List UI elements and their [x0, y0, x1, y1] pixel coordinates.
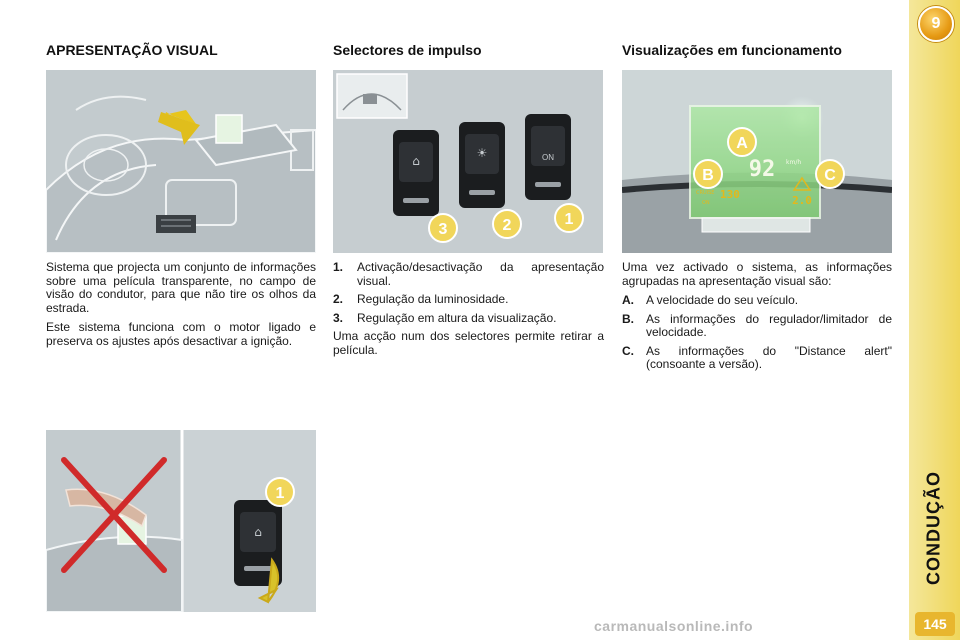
selectors-illustration: [333, 70, 603, 253]
section-title-selectors: Selectores de impulso: [333, 42, 482, 58]
section-display: [622, 40, 892, 377]
svg-text:130: 130: [720, 188, 740, 201]
chapter-title: CONDUÇÃO: [923, 471, 944, 585]
svg-text:ON: ON: [702, 200, 710, 206]
callout-b: [694, 160, 722, 188]
svg-text:2: 2: [502, 217, 512, 234]
svg-text:km/h: km/h: [786, 159, 802, 166]
callout-3: [429, 214, 457, 242]
retract-illustration: [46, 430, 316, 612]
display-intro: Uma vez activado o sistema, as informações agrupadas na apresentação visual são:: [622, 260, 892, 288]
display-list: [622, 294, 892, 372]
svg-text:92: 92: [748, 157, 776, 182]
list-item: C. As informações do "Distance alert" (consoante a versão).: [622, 343, 892, 371]
svg-text:⌂: ⌂: [412, 154, 420, 168]
svg-text:⌂: ⌂: [254, 525, 262, 539]
callout-c: [816, 160, 844, 188]
svg-text:2.0: 2.0: [792, 194, 812, 207]
section-title-display: Visualizações em funcionamento: [622, 42, 842, 58]
svg-text:ON: ON: [542, 153, 554, 162]
selectors-list: [333, 261, 604, 325]
visual-paragraph-2: Este sistema funciona com o motor ligado e preserva os ajustes após desactivar a ignição.: [46, 320, 316, 348]
watermark: carmanualsonline.info: [594, 618, 754, 634]
selector-button-1: [525, 114, 571, 200]
selectors-note: Uma acção num dos selectores permite retirar a película.: [333, 329, 604, 357]
svg-text:1: 1: [564, 211, 574, 228]
svg-text:A: A: [736, 135, 748, 152]
page-number: 145: [915, 612, 955, 636]
list-item: 3. Regulação em altura da visualização.: [333, 310, 557, 325]
callout-1: [266, 478, 294, 506]
callout-a: [728, 128, 756, 156]
svg-text:1: 1: [275, 485, 285, 502]
callout-2: [493, 210, 521, 238]
svg-text:3: 3: [438, 221, 448, 238]
section-selectors: [333, 40, 604, 357]
svg-text:C: C: [824, 167, 836, 184]
section-title-visual: APRESENTAÇÃO VISUAL: [46, 42, 218, 58]
selector-button-2: [459, 122, 505, 208]
svg-text:B: B: [702, 167, 714, 184]
dashboard-illustration: [46, 70, 316, 253]
list-item: A. A velocidade do seu veículo.: [622, 293, 799, 307]
list-item: 2. Regulação da luminosidade.: [333, 292, 509, 306]
svg-text:☀: ☀: [476, 146, 488, 160]
chapter-sidebar: [909, 0, 960, 640]
hud-illustration: [622, 70, 892, 253]
section-visual: [46, 40, 316, 348]
callout-1: [555, 204, 583, 232]
chapter-badge: 9: [918, 6, 954, 42]
selector-button-3: [393, 130, 439, 216]
list-item: B. As informações do regulador/limitador de velocidade.: [622, 311, 892, 339]
list-item: 1. Activação/desactivação da apresentação visual.: [333, 260, 604, 288]
svg-text:CRUISE: CRUISE: [696, 190, 715, 196]
visual-paragraph-1: Sistema que projecta um conjunto de informações sobre uma película transparente, no campo de visão do condutor, para que não tire os olhos da estrada.: [46, 260, 316, 315]
